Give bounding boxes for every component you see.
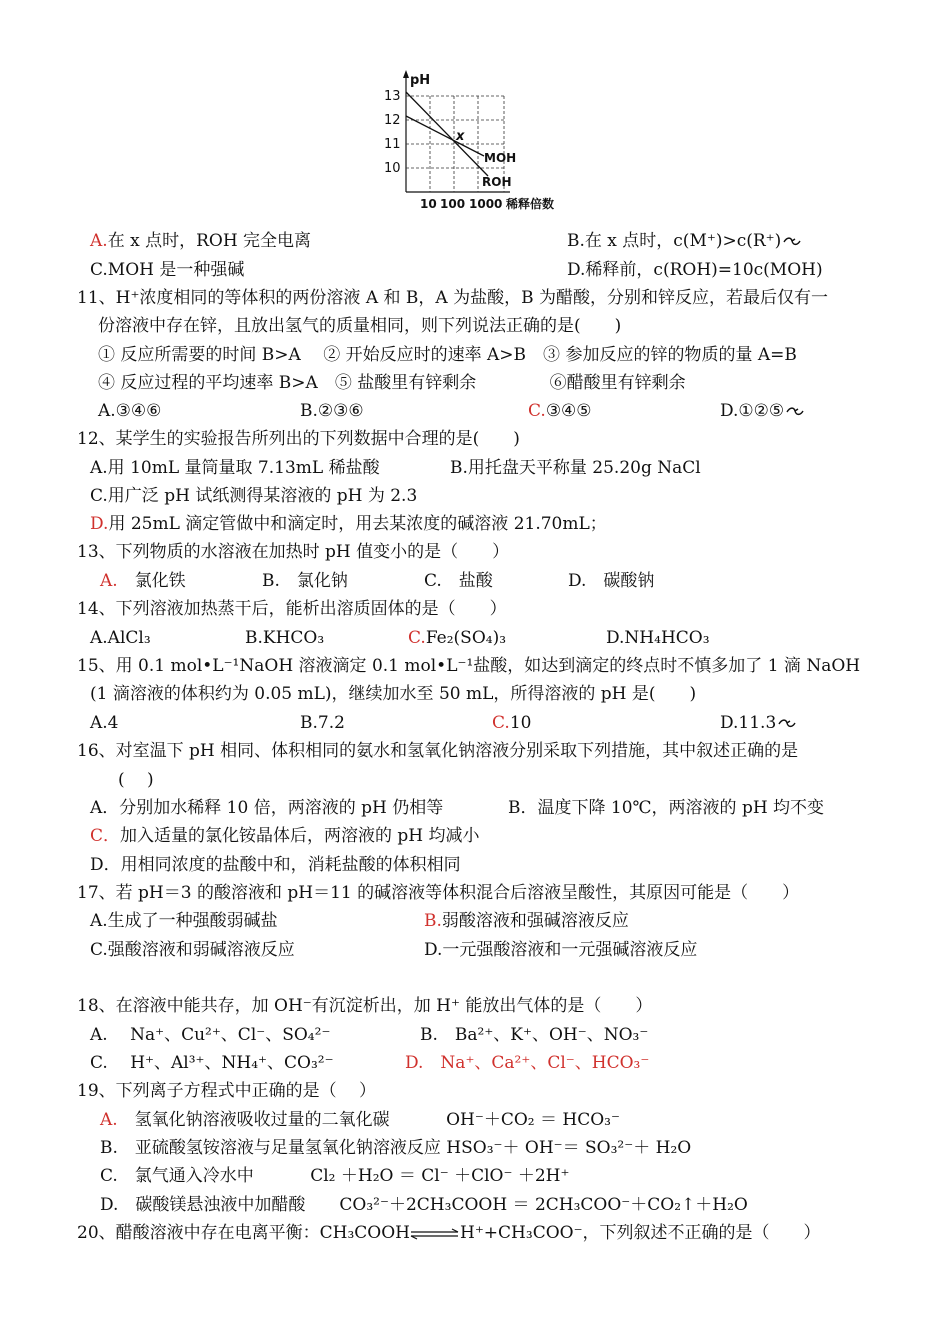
q14-option-a: A.AlCl₃ <box>90 628 151 648</box>
q18-option-b: B. Ba²⁺、K⁺、OH⁻、NO₃⁻ <box>420 1025 649 1045</box>
point-x-label: x <box>456 129 465 144</box>
equilibrium-arrow-icon <box>410 1228 460 1240</box>
q11-option-b: B.②③⑥ <box>300 401 364 421</box>
y-axis-label: pH <box>410 73 431 88</box>
q16-stem-line1: 16、对室温下 pH 相同、体积相同的氨水和氢氧化钠溶液分别采取下列措施，其中叙述正确的是 <box>77 741 799 761</box>
series-roh-label: ROH <box>482 175 512 189</box>
q11-option-d: D.①②⑤ <box>720 400 804 422</box>
q13-option-a: A. 氯化铁 <box>100 571 186 591</box>
q20-stem: 20、醋酸溶液中存在电离平衡：CH₃COOH H⁺+CH₃COO⁻，下列叙述不正确的是（ ） <box>77 1223 821 1243</box>
q19-option-a: A. 氢氧化钠溶液吸收过量的二氧化碳 OH⁻＋CO₂ ＝ HCO₃⁻ <box>100 1110 620 1130</box>
ph-dilution-figure <box>370 68 570 216</box>
q16-stem-line2: ( ) <box>118 770 154 790</box>
scribble-icon <box>783 236 801 248</box>
q15-stem-line1: 15、用 0.1 mol•L⁻¹NaOH 溶液滴定 0.1 mol•L⁻¹盐酸，如达到滴定的终点时不慎多加了 1 滴 NaOH <box>77 656 861 676</box>
q17-option-a: A.生成了一种强酸弱碱盐 <box>90 911 278 931</box>
scribble-icon <box>778 718 796 730</box>
q12-stem: 12、某学生的实验报告所列出的下列数据中合理的是( ) <box>77 429 520 449</box>
q13-option-c: C. 盐酸 <box>424 571 493 591</box>
q19-option-c: C. 氯气通入冷水中 Cl₂ ＋H₂O ＝ Cl⁻ ＋ClO⁻ ＋2H⁺ <box>100 1166 570 1186</box>
q15-option-a: A.4 <box>90 713 119 733</box>
q11-stem-line1: 11、H⁺浓度相同的等体积的两份溶液 A 和 B，A 为盐酸，B 为醋酸，分别和锌反应，若最后仅有一 <box>77 288 828 308</box>
x-tick-100: 100 <box>440 197 466 211</box>
q18-option-c: C. H⁺、Al³⁺、NH₄⁺、CO₃²⁻ <box>90 1053 334 1073</box>
y-tick-12: 12 <box>384 113 401 128</box>
q11-statements-2: ④ 反应过程的平均速率 B>A ⑤ 盐酸里有锌剩余 ⑥醋酸里有锌剩余 <box>98 373 686 393</box>
q16-option-c: C．加入适量的氯化铵晶体后，两溶液的 pH 均减小 <box>90 826 480 846</box>
q13-option-d: D. 碳酸钠 <box>568 571 655 591</box>
q10-option-c: C.MOH 是一种强碱 <box>90 260 245 280</box>
x-tick-10: 10 <box>420 197 437 211</box>
q14-option-b: B.KHCO₃ <box>245 628 325 648</box>
q13-stem: 13、下列物质的水溶液在加热时 pH 值变小的是（ ） <box>77 542 510 562</box>
roh-line <box>406 92 488 176</box>
q11-option-a: A.③④⑥ <box>98 401 162 421</box>
q10-option-a: A.在 x 点时，ROH 完全电离 <box>90 231 312 251</box>
q17-option-d: D.一元强酸溶液和一元强碱溶液反应 <box>424 940 698 960</box>
q12-option-c: C.用广泛 pH 试纸测得某溶液的 pH 为 2.3 <box>90 486 418 506</box>
q11-option-c: C.③④⑤ <box>528 401 592 421</box>
q19-stem: 19、下列离子方程式中正确的是（ ） <box>77 1081 377 1101</box>
q14-stem: 14、下列溶液加热蒸干后，能析出溶质固体的是（ ） <box>77 599 507 619</box>
q15-option-d: D.11.3 <box>720 712 796 734</box>
q17-option-c: C.强酸溶液和弱碱溶液反应 <box>90 940 295 960</box>
q15-stem-line2: (1 滴溶液的体积约为 0.05 mL)，继续加水至 50 mL，所得溶液的 pH 是( ) <box>90 684 697 704</box>
q15-option-c: C.10 <box>492 713 532 733</box>
q16-option-b: B．温度下降 10℃，两溶液的 pH 均不变 <box>508 798 825 818</box>
q14-option-c: C.Fe₂(SO₄)₃ <box>408 628 507 648</box>
q11-stem-line2: 份溶液中存在锌，且放出氢气的质量相同，则下列说法正确的是( ) <box>98 316 622 336</box>
q10-option-b: B.在 x 点时，c(M⁺)>c(R⁺) <box>567 230 801 252</box>
q14-option-d: D.NH₄HCO₃ <box>606 628 710 648</box>
q17-option-b: B.弱酸溶液和强碱溶液反应 <box>424 911 629 931</box>
q17-stem: 17、若 pH＝3 的酸溶液和 pH＝11 的碱溶液等体积混合后溶液呈酸性，其原因可能是（ ） <box>77 883 800 903</box>
y-tick-11: 11 <box>384 137 401 152</box>
moh-line <box>406 116 484 156</box>
scribble-icon <box>786 406 804 418</box>
y-tick-10: 10 <box>384 161 401 176</box>
q19-option-b: B. 亚硫酸氢铵溶液与足量氢氧化钠溶液反应 HSO₃⁻＋ OH⁻＝ SO₃²⁻＋ H₂O <box>100 1138 692 1158</box>
q10-option-d: D.稀释前，c(ROH)=10c(MOH) <box>567 260 823 280</box>
q11-statements-1: ① 反应所需要的时间 B>A ② 开始反应时的速率 A>B ③ 参加反应的锌的物质的量 A=B <box>98 345 797 365</box>
q18-option-d: D. Na⁺、Ca²⁺、Cl⁻、HCO₃⁻ <box>405 1053 650 1073</box>
q15-option-b: B.7.2 <box>300 713 345 733</box>
y-tick-13: 13 <box>384 89 401 104</box>
q18-stem: 18、在溶液中能共存，加 OH⁻有沉淀析出，加 H⁺ 能放出气体的是（ ） <box>77 996 653 1016</box>
q13-option-b: B. 氯化钠 <box>262 571 348 591</box>
q16-option-d: D．用相同浓度的盐酸中和，消耗盐酸的体积相同 <box>90 855 461 875</box>
q19-option-d: D. 碳酸镁悬浊液中加醋酸 CO₃²⁻＋2CH₃COOH ＝ 2CH₃COO⁻＋CO₂↑＋H₂O <box>100 1195 748 1215</box>
q18-option-a: A. Na⁺、Cu²⁺、Cl⁻、SO₄²⁻ <box>90 1025 331 1045</box>
q12-option-a: A.用 10mL 量筒量取 7.13mL 稀盐酸 <box>90 458 380 478</box>
q12-option-d: D.用 25mL 滴定管做中和滴定时，用去某浓度的碱溶液 21.70mL； <box>90 514 607 534</box>
q12-option-b: B.用托盘天平称量 25.20g NaCl <box>450 458 701 478</box>
series-moh-label: MOH <box>484 151 517 165</box>
x-tick-1000: 1000 <box>469 197 503 211</box>
q16-option-a: A．分别加水稀释 10 倍，两溶液的 pH 仍相等 <box>90 798 444 818</box>
x-axis-label: 稀释倍数 <box>506 197 555 211</box>
